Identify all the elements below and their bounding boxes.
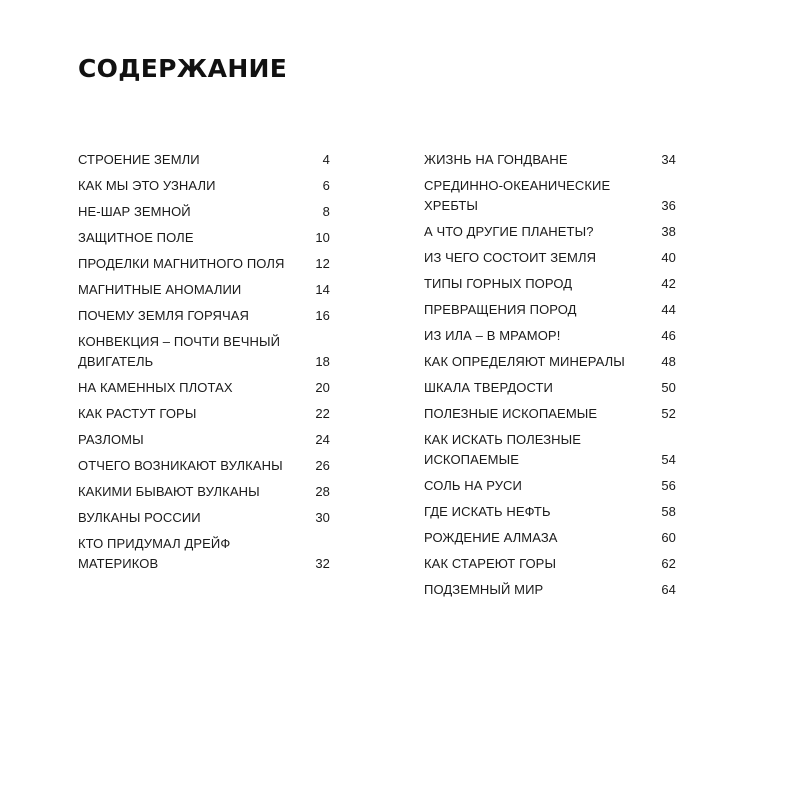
toc-page-number: 22 <box>315 406 330 421</box>
toc-entry <box>424 176 676 216</box>
toc-entry <box>424 580 676 600</box>
toc-entry <box>424 352 676 372</box>
toc-entry-title: ПРЕВРАЩЕНИЯ ПОРОД <box>424 302 577 317</box>
toc-page-number: 56 <box>661 478 676 493</box>
toc-entry <box>424 150 676 170</box>
toc-page-number: 36 <box>661 198 676 213</box>
toc-entry-title: ОТЧЕГО ВОЗНИКАЮТ ВУЛКАНЫ <box>78 458 283 473</box>
toc-page-number: 64 <box>661 582 676 597</box>
toc-entry <box>78 306 330 326</box>
toc-entry <box>424 476 676 496</box>
toc-entry-title: ПРОДЕЛКИ МАГНИТНОГО ПОЛЯ <box>78 256 285 271</box>
toc-entry-title: ИЗ ЧЕГО СОСТОИТ ЗЕМЛЯ <box>424 250 597 265</box>
toc-entry <box>424 326 676 346</box>
toc-page-number: 42 <box>661 276 676 291</box>
toc-page-number: 46 <box>661 328 676 343</box>
toc-page-number: 12 <box>315 256 330 271</box>
toc-entry-title: КАК ОПРЕДЕЛЯЮТ МИНЕРАЛЫ <box>424 354 625 369</box>
toc-entry-title: КОНВЕКЦИЯ – ПОЧТИ ВЕЧНЫЙ ДВИГАТЕЛЬ <box>78 334 281 369</box>
toc-entry <box>78 456 330 476</box>
toc-entry-title: СОЛЬ НА РУСИ <box>424 478 522 493</box>
toc-entry-title: КАК СТАРЕЮТ ГОРЫ <box>424 556 557 571</box>
toc-entry <box>424 554 676 574</box>
toc-entry <box>78 332 330 372</box>
toc-entry <box>424 528 676 548</box>
toc-entry-title: НЕ-ШАР ЗЕМНОЙ <box>78 204 191 219</box>
toc-entry-title: КАК МЫ ЭТО УЗНАЛИ <box>78 178 216 193</box>
toc-entry <box>78 404 330 424</box>
toc-entry-title: ВУЛКАНЫ РОССИИ <box>78 510 201 525</box>
toc-page-number: 52 <box>661 406 676 421</box>
toc-page-number: 40 <box>661 250 676 265</box>
toc-entry-title: КАКИМИ БЫВАЮТ ВУЛКАНЫ <box>78 484 260 499</box>
toc-page-number: 18 <box>315 354 330 369</box>
toc-entry-title: ГДЕ ИСКАТЬ НЕФТЬ <box>424 504 551 519</box>
toc-page-number: 44 <box>661 302 676 317</box>
toc-entry <box>78 482 330 502</box>
toc-entry-title: ПОЧЕМУ ЗЕМЛЯ ГОРЯЧАЯ <box>78 308 250 323</box>
toc-entry <box>424 222 676 242</box>
toc-entry-title: ИЗ ИЛА – В МРАМОР! <box>424 328 561 343</box>
toc-entry <box>78 378 330 398</box>
toc-page-number: 26 <box>315 458 330 473</box>
toc-entry <box>424 274 676 294</box>
toc-entry <box>78 508 330 528</box>
toc-entry <box>424 430 676 470</box>
toc-page-number: 62 <box>661 556 676 571</box>
toc-page-number: 34 <box>661 152 676 167</box>
toc-entry-title: МАГНИТНЫЕ АНОМАЛИИ <box>78 282 242 297</box>
toc-page-number: 32 <box>315 556 330 571</box>
toc-entry-title: ТИПЫ ГОРНЫХ ПОРОД <box>424 276 573 291</box>
toc-entry <box>78 280 330 300</box>
toc-entry-title: КТО ПРИДУМАЛ ДРЕЙФ МАТЕРИКОВ <box>78 536 231 571</box>
toc-entry-title: ЗАЩИТНОЕ ПОЛЕ <box>78 230 194 245</box>
toc-page-number: 54 <box>661 452 676 467</box>
toc-entry-title: А ЧТО ДРУГИЕ ПЛАНЕТЫ? <box>424 224 594 239</box>
toc-entry <box>424 248 676 268</box>
toc-entry-title: СТРОЕНИЕ ЗЕМЛИ <box>78 152 200 167</box>
toc-page-number: 38 <box>661 224 676 239</box>
toc-entry <box>424 404 676 424</box>
toc-entry-title: КАК РАСТУТ ГОРЫ <box>78 406 197 421</box>
toc-entry <box>78 228 330 248</box>
toc-entry-title: ЖИЗНЬ НА ГОНДВАНЕ <box>424 152 568 167</box>
toc-entry-title: ПОДЗЕМНЫЙ МИР <box>424 582 544 597</box>
toc-page-number: 30 <box>315 510 330 525</box>
toc-left-column <box>78 150 330 580</box>
toc-entry <box>424 378 676 398</box>
toc-page-number: 10 <box>315 230 330 245</box>
toc-entry <box>424 300 676 320</box>
toc-entry-title: ШКАЛА ТВЕРДОСТИ <box>424 380 553 395</box>
toc-page-number: 48 <box>661 354 676 369</box>
toc-entry-title: НА КАМЕННЫХ ПЛОТАХ <box>78 380 233 395</box>
toc-page-number: 16 <box>315 308 330 323</box>
toc-entry-title: РОЖДЕНИЕ АЛМАЗА <box>424 530 558 545</box>
toc-page-number: 8 <box>322 204 330 219</box>
toc-page-number: 58 <box>661 504 676 519</box>
toc-entry <box>78 254 330 274</box>
toc-entry-title: РАЗЛОМЫ <box>78 432 144 447</box>
toc-entry <box>78 534 330 574</box>
toc-page-number: 6 <box>322 178 330 193</box>
toc-page-number: 28 <box>315 484 330 499</box>
toc-page-number: 4 <box>322 152 330 167</box>
toc-entry <box>78 202 330 222</box>
toc-page-number: 50 <box>661 380 676 395</box>
toc-entry-title: КАК ИСКАТЬ ПОЛЕЗНЫЕ ИСКОПАЕМЫЕ <box>424 432 582 467</box>
toc-page-number: 60 <box>661 530 676 545</box>
toc-entry <box>424 502 676 522</box>
page-title: СОДЕРЖАНИЕ <box>78 54 288 83</box>
toc-page-number: 24 <box>315 432 330 447</box>
toc-entry <box>78 176 330 196</box>
toc-entry-title: СРЕДИННО-ОКЕАНИЧЕСКИЕ ХРЕБТЫ <box>424 178 611 213</box>
toc-entry <box>78 150 330 170</box>
toc-entry-title: ПОЛЕЗНЫЕ ИСКОПАЕМЫЕ <box>424 406 598 421</box>
toc-right-column <box>424 150 676 606</box>
toc-entry <box>78 430 330 450</box>
toc-page-number: 20 <box>315 380 330 395</box>
toc-page-number: 14 <box>315 282 330 297</box>
